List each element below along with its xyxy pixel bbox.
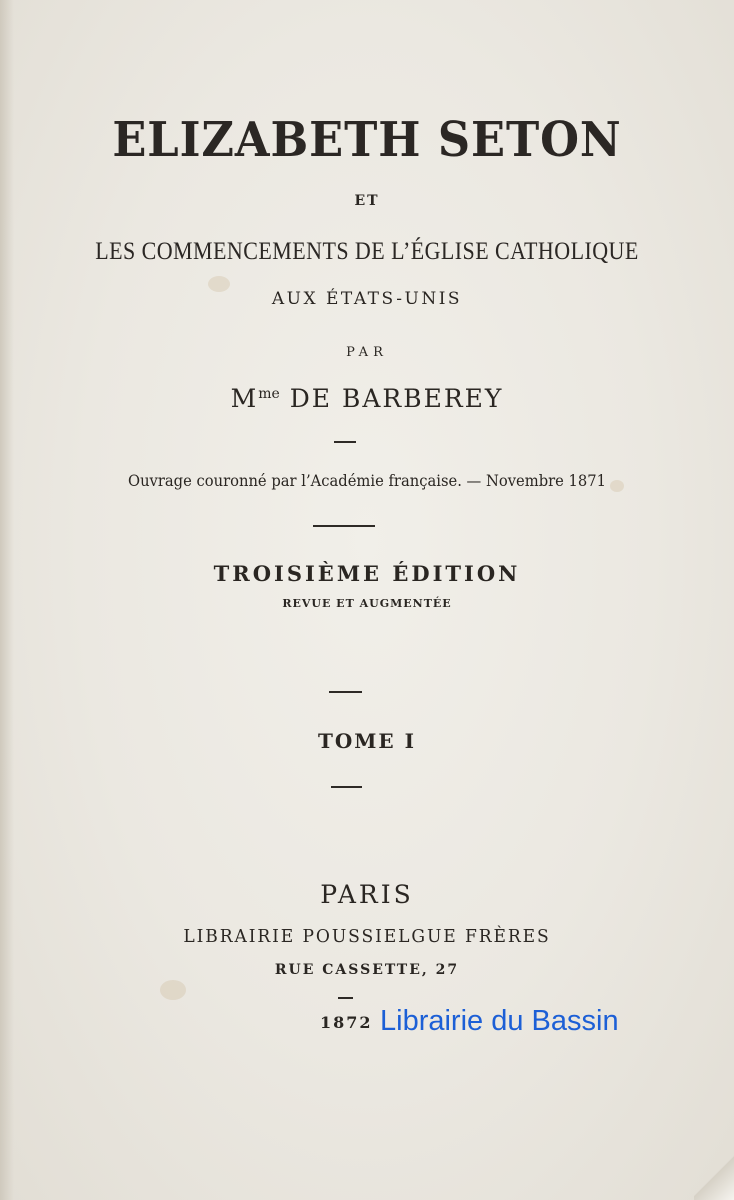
foxing-spot (160, 980, 186, 1000)
divider-rule (313, 525, 375, 527)
page-corner-fold (694, 1154, 734, 1200)
volume-label: TOME I (317, 729, 416, 753)
publication-year: 1872 (320, 1013, 373, 1032)
bookseller-watermark: Librairie du Bassin (380, 1005, 619, 1037)
author-prefix: M (230, 384, 259, 413)
book-title: ELIZABETH SETON (112, 112, 622, 168)
edition-note: REVUE ET AUGMENTÉE (282, 597, 452, 610)
divider-rule (338, 997, 353, 999)
divider-rule (334, 441, 356, 443)
by-label: PAR (346, 345, 388, 360)
author-name: DE BARBEREY (289, 384, 504, 413)
edition-label: TROISIÈME ÉDITION (213, 561, 521, 586)
author-line (0, 384, 734, 413)
award-note: Ouvrage couronné par l’Académie française. — Novembre 1871 (128, 471, 606, 490)
author-prefix-superscript: me (258, 386, 280, 402)
divider-rule (329, 691, 362, 693)
publication-city: PARIS (320, 880, 414, 909)
divider-rule (331, 786, 362, 788)
publisher-name: LIBRAIRIE POUSSIELGUE FRÈRES (183, 926, 551, 947)
publisher-address: RUE CASSETTE, 27 (274, 962, 460, 978)
subtitle-line-2: AUX ÉTATS-UNIS (271, 289, 463, 309)
subtitle-line-1: LES COMMENCEMENTS DE L’ÉGLISE CATHOLIQUE (95, 238, 639, 265)
title-conjunction: ET (354, 193, 380, 209)
